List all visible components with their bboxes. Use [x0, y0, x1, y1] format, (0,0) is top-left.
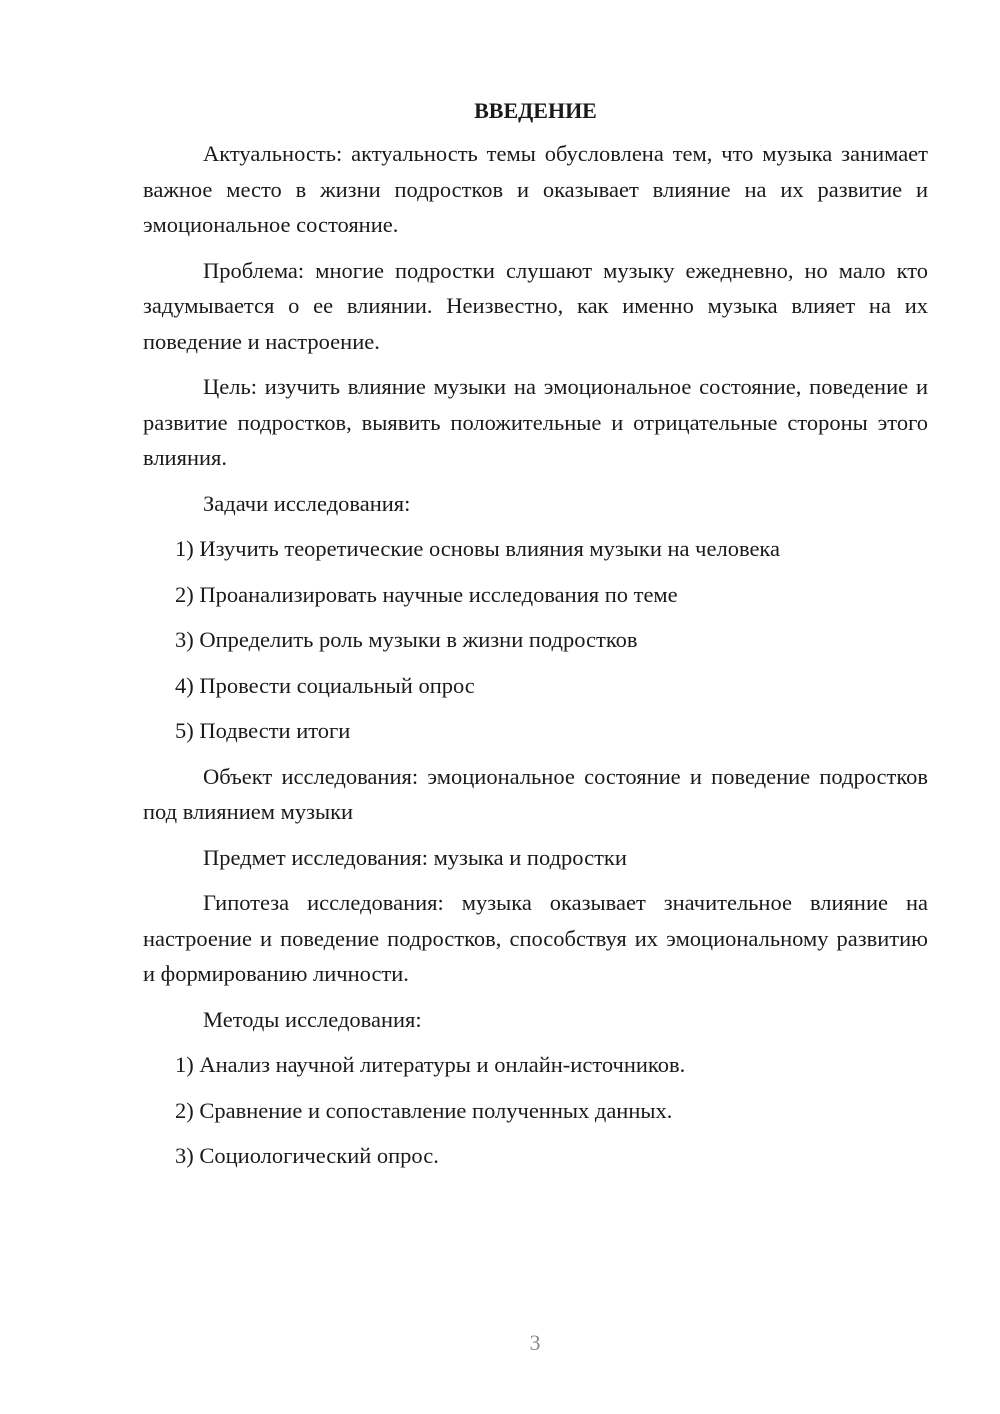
document-body [143, 93, 928, 1184]
list-item: 1) Изучить теоретические основы влияния музыки на человека [175, 536, 781, 561]
list-item: 3) Определить роль музыки в жизни подростков [175, 627, 638, 652]
list-item: 5) Подвести итоги [175, 718, 351, 743]
list-item: 2) Сравнение и сопоставление полученных данных. [175, 1097, 673, 1123]
problem-paragraph: Проблема: многие подростки слушают музыку ежедневно, но мало кто задумывается о ее влиянии. Неизвестно, как именно музыка влияет на их поведение и настроение. [143, 257, 928, 354]
methods-list [143, 1047, 928, 1174]
subject-paragraph: Предмет исследования: музыка и подростки [203, 844, 627, 870]
tasks-label: Задачи исследования: [203, 490, 411, 516]
goal-paragraph: Цель: изучить влияние музыки на эмоциональное состояние, поведение и развитие подростков, выявить положительные и отрицательные стороны этого влияния. [143, 374, 928, 470]
tasks-list [143, 531, 928, 749]
page-number: 3 [529, 1330, 541, 1355]
list-item: 4) Провести социальный опрос [175, 672, 475, 698]
relevance-paragraph: Актуальность: актуальность темы обусловлена тем, что музыка занимает важное место в жизни подростков и оказывает влияние на их развитие и эмоциональное состояние. [143, 141, 928, 237]
object-paragraph: Объект исследования: эмоциональное состояние и поведение подростков под влиянием музыки [143, 763, 928, 824]
list-item: 3) Социологический опрос. [175, 1143, 439, 1168]
list-item: 1) Анализ научной литературы и онлайн-источников. [175, 1052, 686, 1077]
hypothesis-paragraph: Гипотеза исследования: музыка оказывает значительное влияние на настроение и поведение подростков, способствуя их эмоциональному развитию и формированию личности. [143, 890, 928, 986]
methods-label: Методы исследования: [203, 1006, 422, 1032]
page-title: ВВЕДЕНИЕ [474, 98, 597, 123]
list-item: 2) Проанализировать научные исследования по теме [175, 581, 678, 607]
